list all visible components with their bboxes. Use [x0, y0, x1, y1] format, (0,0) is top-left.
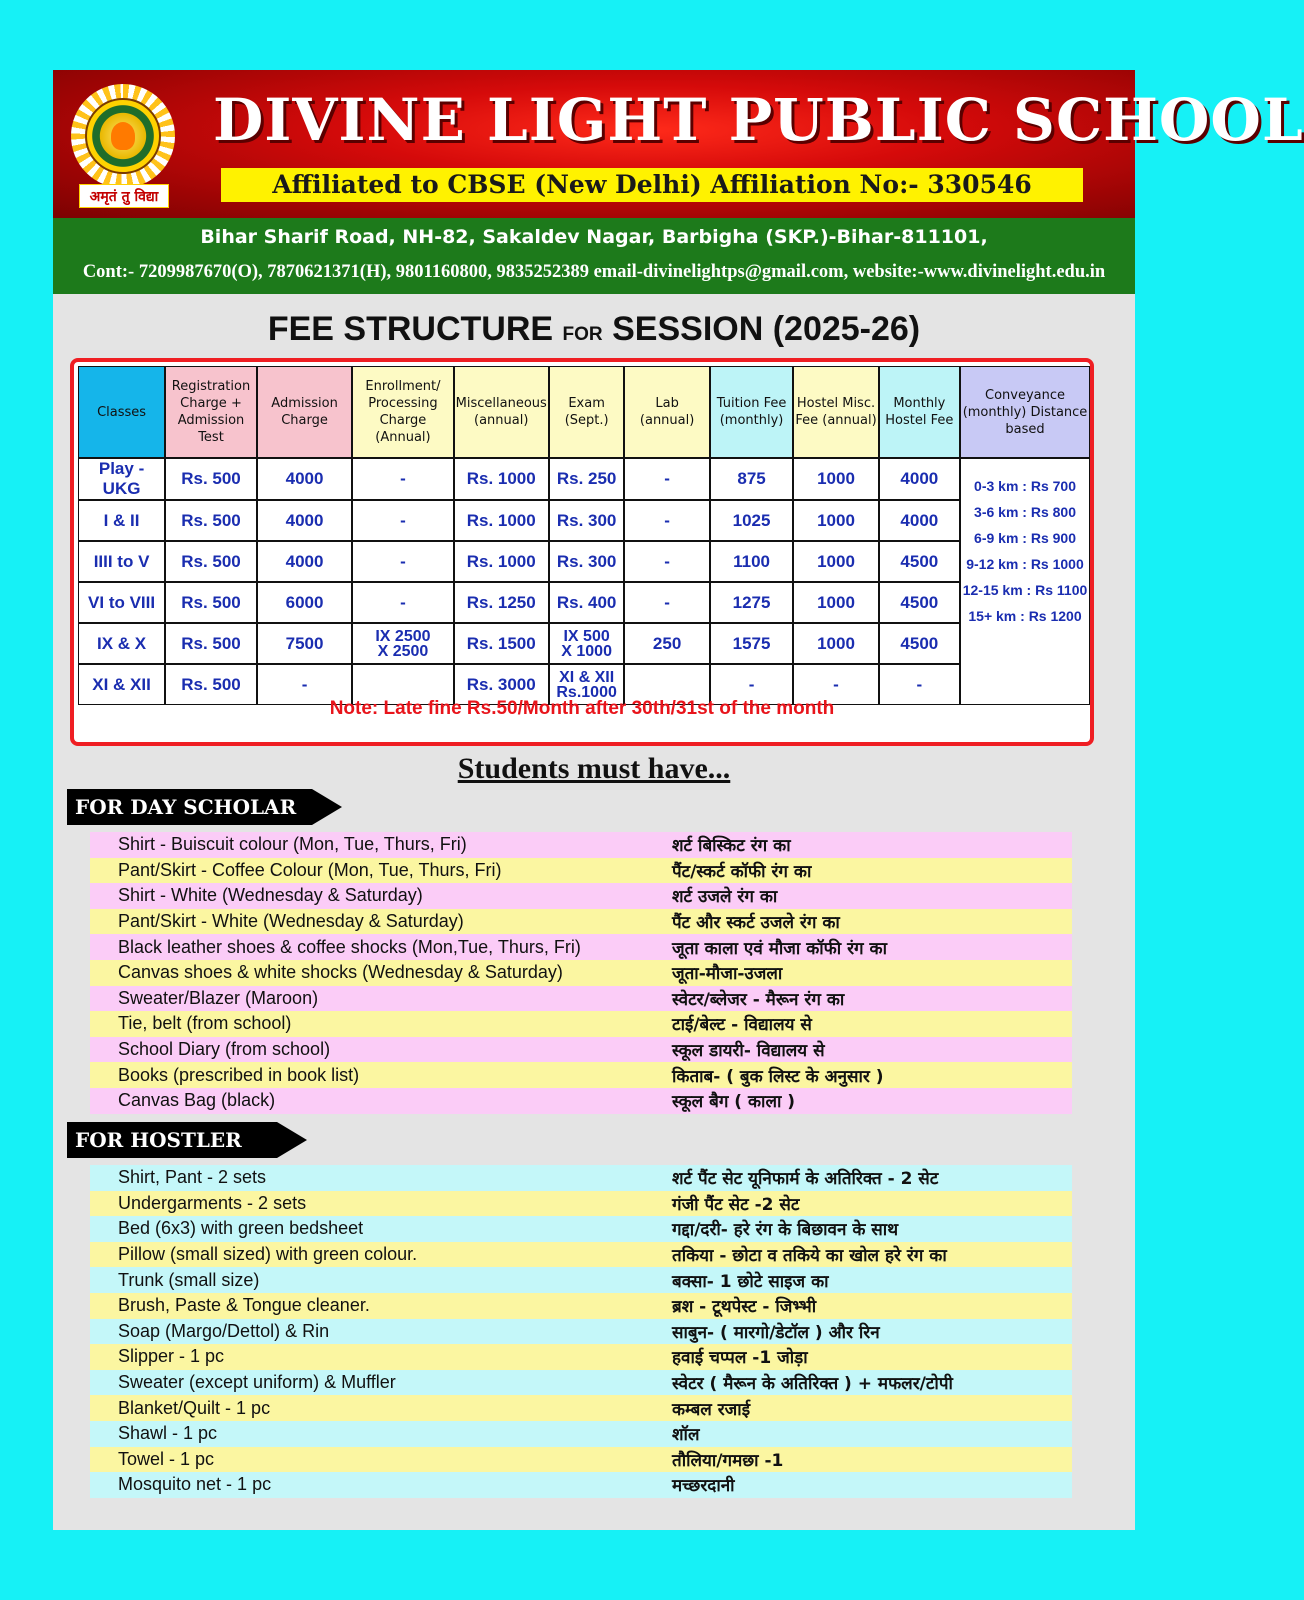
list-item	[90, 1344, 1072, 1370]
late-fine-note: Note: Late fine Rs.50/Month after 30th/31st of the month	[329, 698, 835, 719]
cell-misc: Rs. 1000	[454, 541, 549, 582]
cell-registration: Rs. 500	[165, 458, 257, 500]
cell-class: XI & XII	[78, 664, 165, 705]
header-lab: Lab (annual)	[624, 366, 709, 458]
day-scholar-label: FOR DAY SCHOLAR	[67, 789, 312, 825]
cell-hostel-misc: 1000	[793, 500, 878, 541]
item-hindi: मच्छरदानी	[672, 1476, 735, 1497]
list-item	[90, 1216, 1072, 1242]
item-hindi: पैंट और स्कर्ट उजले रंग का	[672, 913, 840, 934]
item-english: Mosquito net - 1 pc	[118, 1474, 272, 1495]
header-exam: Exam (Sept.)	[549, 366, 625, 458]
cell-enrollment: -	[352, 458, 453, 500]
item-hindi: स्वेटर/ब्लेजर - मैरून रंग का	[672, 989, 845, 1010]
item-english: Shawl - 1 pc	[118, 1423, 218, 1444]
fee-table-header	[78, 366, 1090, 458]
day-scholar-list	[90, 832, 1072, 1114]
table-row	[78, 500, 1090, 541]
cell-misc: Rs. 1000	[454, 500, 549, 541]
cell-misc: Rs. 1250	[454, 582, 549, 623]
conveyance-rate: 9-12 km : Rs 1000	[966, 556, 1084, 572]
cell-misc: Rs. 1000	[454, 458, 549, 500]
conveyance-cell	[960, 458, 1090, 705]
conveyance-rate: 15+ km : Rs 1200	[968, 608, 1082, 624]
item-hindi: किताब- ( बुक लिस्ट के अनुसार )	[672, 1066, 884, 1087]
item-hindi: स्कूल बैग ( काला )	[672, 1092, 796, 1113]
cell-registration: Rs. 500	[165, 541, 257, 582]
cell-lab: -	[624, 458, 709, 500]
item-english: Sweater (except uniform) & Muffler	[118, 1372, 396, 1393]
must-have-title: Students must have...	[457, 752, 731, 785]
list-item	[90, 909, 1072, 935]
item-english: Pant/Skirt - White (Wednesday & Saturday)	[118, 911, 464, 932]
cell-tuition: 1275	[710, 582, 794, 623]
list-item	[90, 832, 1072, 858]
cell-monthly-hostel: 4500	[879, 582, 960, 623]
table-row	[78, 623, 1090, 664]
fee-poster	[53, 70, 1304, 1530]
cell-exam: XI & XII Rs.1000	[549, 664, 625, 705]
cell-admission: 4000	[257, 500, 352, 541]
item-hindi: स्कूल डायरी- विद्यालय से	[672, 1041, 825, 1062]
item-english: Undergarments - 2 sets	[118, 1192, 307, 1213]
cell-hostel-misc: 1000	[793, 458, 878, 500]
cell-lab: -	[624, 582, 709, 623]
cell-hostel-misc: 1000	[793, 541, 878, 582]
cell-misc: Rs. 3000	[454, 664, 549, 705]
hostler-list	[90, 1165, 1072, 1498]
cell-admission: 4000	[257, 541, 352, 582]
header-classes: Classes	[78, 366, 165, 458]
affiliation-banner: Affiliated to CBSE (New Delhi) Affiliation No:- 330546	[221, 168, 1083, 202]
fee-title-part1: FEE STRUCTURE	[267, 310, 563, 348]
cell-class: IX & X	[78, 623, 165, 664]
item-english: Pant/Skirt - Coffee Colour (Mon, Tue, Thurs, Fri)	[118, 859, 502, 880]
item-english: Shirt - Buiscuit colour (Mon, Tue, Thurs, Fri)	[118, 834, 467, 855]
cell-class: I & II	[78, 500, 165, 541]
cell-admission: 6000	[257, 582, 352, 623]
lamp-emblem-icon	[85, 98, 161, 174]
cell-enrollment: IX 2500 X 2500	[352, 623, 453, 664]
contact-line: Cont:- 7209987670(O), 7870621371(H), 9801160800, 9835252389 email-divinelightps@gmail.com, website:-www.divinelight.edu.in	[82, 262, 1106, 282]
item-hindi: साबुन- ( मारगो/डेटॉल ) और रिन	[672, 1322, 880, 1343]
conveyance-rate: 12-15 km : Rs 1100	[962, 582, 1088, 598]
item-english: Towel - 1 pc	[118, 1448, 215, 1469]
list-item	[90, 960, 1072, 986]
cell-monthly-hostel: 4500	[879, 623, 960, 664]
item-hindi: टाई/बेल्ट - विद्यालय से	[672, 1015, 812, 1036]
list-item	[90, 1242, 1072, 1268]
cell-admission: 4000	[257, 458, 352, 500]
item-english: School Diary (from school)	[118, 1039, 331, 1060]
item-english: Shirt - White (Wednesday & Saturday)	[118, 885, 423, 906]
item-english: Pillow (small sized) with green colour.	[118, 1244, 418, 1265]
header-monthly-hostel: Monthly Hostel Fee	[879, 366, 960, 458]
list-item	[90, 986, 1072, 1012]
cell-tuition: 1575	[710, 623, 794, 664]
address-line: Bihar Sharif Road, NH-82, Sakaldev Nagar, Barbigha (SKP.)-Bihar-811101,	[200, 226, 988, 248]
list-item	[90, 1088, 1072, 1114]
item-hindi: जूता काला एवं मौजा कॉफी रंग का	[672, 938, 887, 959]
item-hindi: बक्सा- 1 छोटे साइज का	[672, 1271, 829, 1292]
item-hindi: कम्बल रजाई	[672, 1399, 751, 1420]
school-header	[53, 70, 1304, 220]
list-item	[90, 1319, 1072, 1345]
item-english: Books (prescribed in book list)	[118, 1064, 360, 1085]
cell-tuition: 1025	[710, 500, 794, 541]
item-english: Canvas Bag (black)	[118, 1090, 276, 1111]
cell-admission: 7500	[257, 623, 352, 664]
cell-admission: -	[257, 664, 352, 705]
item-english: Soap (Margo/Dettol) & Rin	[118, 1320, 330, 1341]
fee-title-part2: FOR	[562, 324, 603, 345]
item-english: Sweater/Blazer (Maroon)	[118, 987, 319, 1008]
item-hindi: ब्रश - टूथपेस्ट - जिभ्भी	[672, 1297, 817, 1318]
cell-exam: Rs. 400	[549, 582, 625, 623]
item-english: Trunk (small size)	[118, 1269, 260, 1290]
list-item	[90, 1165, 1072, 1191]
cell-class: Play - UKG	[78, 458, 165, 500]
cell-lab: -	[624, 541, 709, 582]
conveyance-rate: 6-9 km : Rs 900	[974, 530, 1076, 546]
cell-hostel-misc: 1000	[793, 582, 878, 623]
school-name: DIVINE LIGHT PUBLIC SCHOOL	[213, 86, 1304, 154]
item-hindi: शॉल	[672, 1425, 700, 1446]
cell-exam: Rs. 300	[549, 541, 625, 582]
list-item	[90, 1447, 1072, 1473]
cell-exam: IX 500 X 1000	[549, 623, 625, 664]
cell-tuition: 1100	[710, 541, 794, 582]
item-hindi: शर्ट पैंट सेट यूनिफार्म के अतिरिक्त - 2 सेट	[672, 1169, 939, 1190]
cell-hostel-misc: -	[793, 664, 878, 705]
list-item	[90, 1267, 1072, 1293]
list-item	[90, 1293, 1072, 1319]
list-item	[90, 1037, 1072, 1063]
item-hindi: तौलिया/गमछा -1	[672, 1450, 784, 1471]
list-item	[90, 1191, 1072, 1217]
cell-enrollment: -	[352, 582, 453, 623]
header-conveyance: Conveyance (monthly) Distance based	[960, 366, 1090, 458]
cell-tuition: -	[710, 664, 794, 705]
conveyance-rate: 0-3 km : Rs 700	[974, 478, 1076, 494]
header-tuition: Tuition Fee (monthly)	[710, 366, 794, 458]
item-hindi: पैंट/स्कर्ट कॉफी रंग का	[672, 861, 812, 882]
list-item	[90, 858, 1072, 884]
cell-monthly-hostel: 4000	[879, 458, 960, 500]
cell-lab: 250	[624, 623, 709, 664]
list-item	[90, 883, 1072, 909]
cell-registration: Rs. 500	[165, 500, 257, 541]
item-hindi: जूता-मौजा-उजला	[672, 964, 783, 985]
list-item	[90, 1370, 1072, 1396]
list-item	[90, 1395, 1072, 1421]
cell-registration: Rs. 500	[165, 582, 257, 623]
header-registration: Registration Charge + Admission Test	[165, 366, 257, 458]
cell-enrollment: -	[352, 500, 453, 541]
list-item	[90, 1472, 1072, 1498]
cell-exam: Rs. 300	[549, 500, 625, 541]
item-english: Bed (6x3) with green bedsheet	[118, 1218, 364, 1239]
table-row	[78, 541, 1090, 582]
item-english: Black leather shoes & coffee shocks (Mon,Tue, Thurs, Fri)	[118, 936, 581, 957]
fee-structure-title	[53, 310, 1135, 349]
cell-lab: -	[624, 500, 709, 541]
item-hindi: गंजी पैंट सेट -2 सेट	[672, 1194, 800, 1215]
hostler-label: FOR HOSTLER	[67, 1122, 277, 1158]
item-english: Blanket/Quilt - 1 pc	[118, 1397, 271, 1418]
list-item	[90, 1421, 1072, 1447]
cell-class: IIII to V	[78, 541, 165, 582]
cell-class: VI to VIII	[78, 582, 165, 623]
list-item	[90, 934, 1072, 960]
fee-title-part3: SESSION (2025-26)	[602, 310, 921, 348]
school-motto: अमृतं तु विद्या	[79, 184, 169, 208]
cell-registration: Rs. 500	[165, 664, 257, 705]
item-english: Shirt, Pant - 2 sets	[118, 1167, 267, 1188]
item-hindi: शर्ट उजले रंग का	[672, 887, 778, 908]
item-hindi: स्वेटर ( मैरून के अतिरिक्त ) + मफलर/टोपी	[672, 1374, 953, 1395]
item-english: Brush, Paste & Tongue cleaner.	[118, 1295, 370, 1316]
item-english: Slipper - 1 pc	[118, 1346, 225, 1367]
cell-tuition: 875	[710, 458, 794, 500]
header-enrollment: Enrollment/ Processing Charge (Annual)	[352, 366, 453, 458]
header-miscellaneous: Miscellaneous (annual)	[454, 366, 549, 458]
header-admission: Admission Charge	[257, 366, 352, 458]
cell-exam: Rs. 250	[549, 458, 625, 500]
list-item	[90, 1011, 1072, 1037]
item-english: Canvas shoes & white shocks (Wednesday & Saturday)	[118, 962, 563, 983]
item-hindi: हवाई चप्पल -1 जोड़ा	[672, 1348, 808, 1369]
cell-hostel-misc: 1000	[793, 623, 878, 664]
header-hostel-misc: Hostel Misc. Fee (annual)	[793, 366, 878, 458]
table-row	[78, 458, 1090, 500]
fee-table	[78, 366, 1090, 705]
cell-monthly-hostel: -	[879, 664, 960, 705]
school-logo-icon	[71, 84, 175, 188]
address-bar	[53, 218, 1135, 294]
table-row	[78, 582, 1090, 623]
item-hindi: शर्ट बिस्किट रंग का	[672, 836, 791, 857]
fee-table-frame	[70, 358, 1094, 746]
item-hindi: तकिया - छोटा व तकिये का खोल हरे रंग का	[672, 1246, 947, 1267]
cell-enrollment: -	[352, 541, 453, 582]
item-hindi: गद्दा/दरी- हरे रंग के बिछावन के साथ	[672, 1220, 899, 1241]
cell-registration: Rs. 500	[165, 623, 257, 664]
cell-monthly-hostel: 4500	[879, 541, 960, 582]
cell-misc: Rs. 1500	[454, 623, 549, 664]
list-item	[90, 1062, 1072, 1088]
cell-monthly-hostel: 4000	[879, 500, 960, 541]
conveyance-rate: 3-6 km : Rs 800	[974, 504, 1076, 520]
item-english: Tie, belt (from school)	[118, 1013, 292, 1034]
